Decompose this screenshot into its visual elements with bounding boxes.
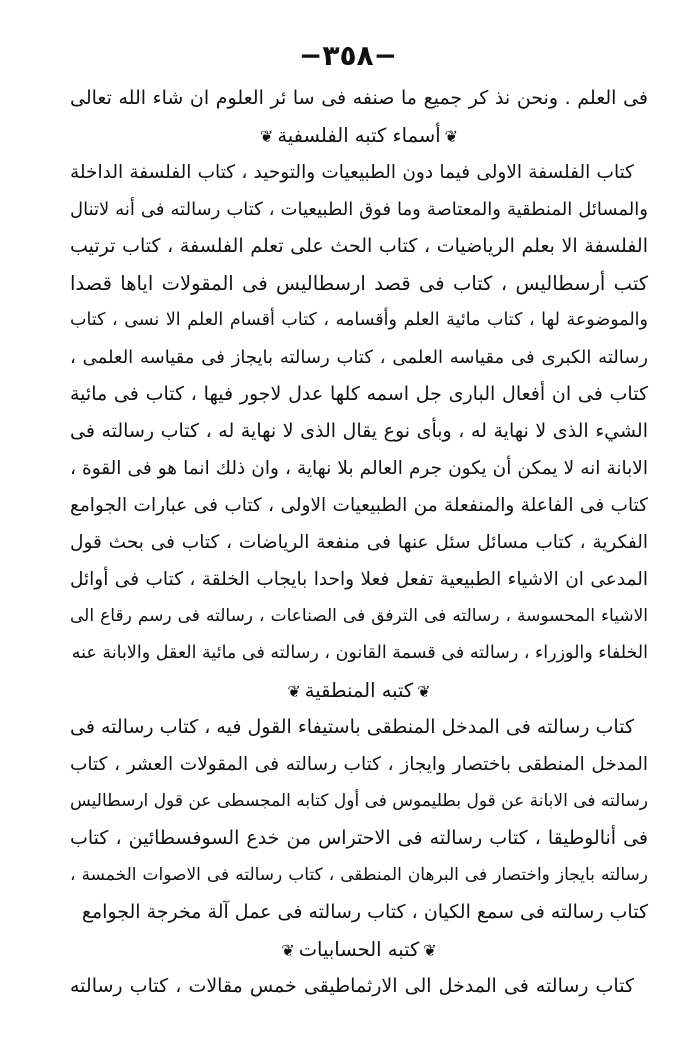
ornament-right-icon: ❦ bbox=[423, 941, 437, 960]
text-line: كتاب رسالته فى المدخل المنطقى باستيفاء القول فيه ، كتاب رسالته فى bbox=[70, 716, 634, 738]
text-line: الشيء الذى لا نهاية له ، وبأى نوع يقال الذى لا نهاية له ، كتاب رسالته فى bbox=[70, 420, 648, 442]
section-heading-label: كتبه الحسابيات bbox=[298, 938, 420, 961]
section-heading-logical bbox=[70, 672, 648, 709]
text-line: كتاب فى ان أفعال البارى جل اسمه كلها عدل لاجور فيها ، كتاب فى مائية bbox=[70, 383, 648, 405]
section-heading-label: أسماء كتبه الفلسفية bbox=[277, 124, 441, 147]
text-line: كتاب فى الفاعلة والمنفعلة من الطبيعيات الاولى ، كتاب فى عبارات الجوامع bbox=[70, 495, 648, 516]
text-line: كتاب الفلسفة الاولى فيما دون الطبيعيات والتوحيد ، كتاب الفلسفة الداخلة bbox=[70, 162, 634, 183]
text-line: رسالته بايجاز واختصار فى البرهان المنطقى ، كتاب رسالته فى الاصوات الخمسة ، bbox=[70, 865, 648, 885]
text-line: فى أنالوطيقا ، كتاب رسالته فى الاحتراس من خدع السوفسطائين ، كتاب bbox=[70, 827, 648, 849]
text-line: الخلفاء والوزراء ، رسالته فى قسمة القانون ، رسالته فى مائية العقل والابانة عنه bbox=[71, 643, 648, 663]
text-line: الاشياء المحسوسة ، رسالته فى الترفق فى الصناعات ، رسالته فى رسم رقاع الى bbox=[70, 606, 648, 626]
text-line: الفكرية ، كتاب مسائل سئل عنها فى منفعة الرياضات ، كتاب فى بحث قول bbox=[70, 532, 648, 553]
text-line: كتاب رسالته فى المدخل الى الارثماطيقى خمس مقالات ، كتاب رسالته bbox=[70, 975, 634, 997]
text-line: والمسائل المنطقية والمعتاصة وما فوق الطبيعيات ، كتاب رسالته فى أنه لاتنال bbox=[70, 199, 648, 220]
text-line: رسالته الكبرى فى مقياسه العلمى ، كتاب رسالته بايجاز فى مقياسه العلمى ، bbox=[70, 347, 648, 368]
ornament-left-icon: ❦ bbox=[259, 127, 274, 146]
section-heading-label: كتبه المنطقية bbox=[304, 679, 414, 702]
text-line: المدخل المنطقى باختصار وايجاز ، كتاب رسالته فى المقولات العشر ، كتاب bbox=[70, 754, 648, 775]
text-line: رسالته فى الابانة عن قول بطليموس فى أول كتابه المجسطى عن قول ارسطاليس bbox=[70, 791, 648, 811]
ornament-right-icon: ❦ bbox=[444, 127, 459, 146]
section-heading-philosophical bbox=[70, 117, 648, 154]
ornament-right-icon: ❦ bbox=[417, 682, 431, 701]
text-line: المدعى ان الاشياء الطبيعية تفعل فعلا واحدا بايجاب الخلقة ، كتاب فى أوائل bbox=[70, 569, 648, 590]
text-line: كتاب رسالته فى سمع الكيان ، كتاب رسالته فى عمل آلة مخرجة الجوامع bbox=[81, 901, 648, 923]
section-heading-arithmetic bbox=[70, 931, 648, 968]
text-line: والموضوعة لها ، كتاب مائية العلم وأقسامه ، كتاب أقسام العلم الا نسى ، كتاب bbox=[70, 310, 648, 330]
ornament-left-icon: ❦ bbox=[287, 682, 301, 701]
intro-line: فى العلم . ونحن نذ كر جميع ما صنفه فى سا ئر العلوم ان شاء الله تعالى bbox=[70, 87, 648, 109]
text-line: الفلسفة الا بعلم الرياضيات ، كتاب الحث على تعلم الفلسفة ، كتاب ترتيب bbox=[70, 235, 648, 257]
text-line: كتب أرسطاليس ، كتاب فى قصد ارسطاليس فى المقولات اياها قصدا bbox=[70, 272, 648, 295]
page-number: −٣٥٨− bbox=[298, 39, 398, 72]
ornament-left-icon: ❦ bbox=[281, 941, 295, 960]
page-body bbox=[70, 80, 648, 1005]
text-line: الابانة انه لا يمكن أن يكون جرم العالم بلا نهاية ، وان ذلك انما هو فى القوة ، bbox=[70, 458, 648, 479]
